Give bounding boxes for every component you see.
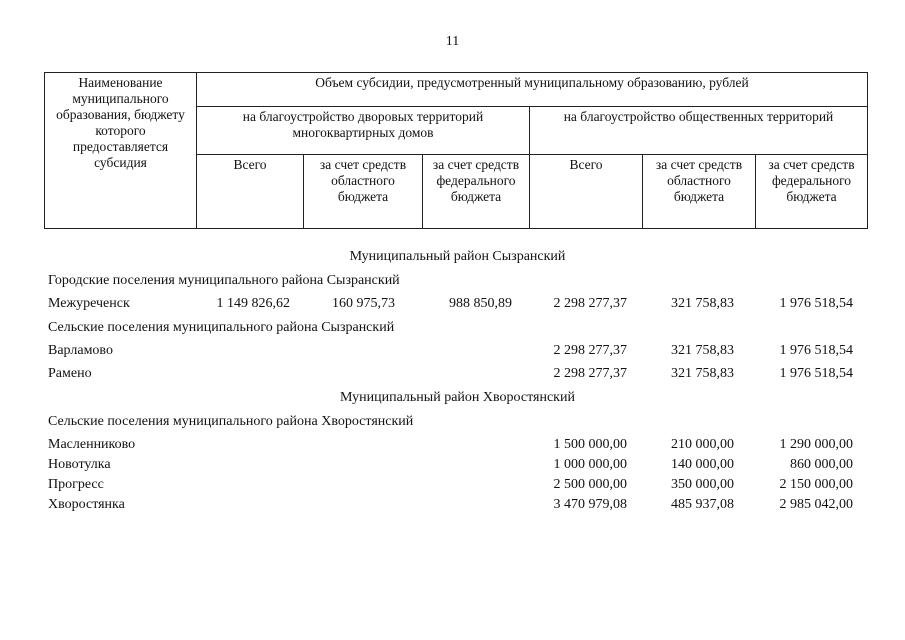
row-name: Варламово bbox=[48, 343, 113, 358]
header-municipality-name: Наименование муниципального образования, бюджету которого предоставляется субсидия bbox=[45, 73, 197, 229]
table-header bbox=[44, 72, 868, 229]
header-total-yards: Всего bbox=[197, 155, 304, 229]
row-value: 3 470 979,08 bbox=[553, 497, 627, 512]
table-row bbox=[48, 364, 867, 387]
group-title-khvorostyansky-rural: Сельские поселения муниципального района Хворостянский bbox=[48, 414, 414, 429]
row-name: Рамено bbox=[48, 366, 92, 381]
header-federal-yards: за счет средств федерального бюджета bbox=[423, 155, 530, 229]
header-regional-public: за счет средств областного бюджета bbox=[643, 155, 756, 229]
table-row bbox=[48, 294, 867, 317]
row-value: 860 000,00 bbox=[790, 457, 853, 472]
row-value: 2 985 042,00 bbox=[779, 497, 853, 512]
row-value: 1 976 518,54 bbox=[779, 366, 853, 381]
row-value: 988 850,89 bbox=[449, 296, 512, 311]
row-value: 321 758,83 bbox=[671, 343, 734, 358]
row-name: Масленниково bbox=[48, 437, 136, 452]
row-name: Межуреченск bbox=[48, 296, 130, 311]
row-value: 2 298 277,37 bbox=[553, 343, 627, 358]
row-name: Хворостянка bbox=[48, 497, 125, 512]
row-value: 2 298 277,37 bbox=[553, 366, 627, 381]
row-value: 1 500 000,00 bbox=[553, 437, 627, 452]
header-federal-public: за счет средств федерального бюджета bbox=[756, 155, 868, 229]
row-value: 350 000,00 bbox=[671, 477, 734, 492]
table-row bbox=[48, 495, 867, 515]
group-title-syzran-urban: Городские поселения муниципального района Сызранский bbox=[48, 273, 400, 288]
header-regional-yards: за счет средств областного бюджета bbox=[304, 155, 423, 229]
table-row bbox=[48, 341, 867, 364]
row-value: 1 149 826,62 bbox=[216, 296, 290, 311]
table-row bbox=[48, 455, 867, 475]
header-total-public: Всего bbox=[530, 155, 643, 229]
row-value: 2 298 277,37 bbox=[553, 296, 627, 311]
row-value: 1 976 518,54 bbox=[779, 343, 853, 358]
header-yard-territories: на благоустройство дворовых территорий многоквартирных домов bbox=[197, 107, 530, 155]
row-value: 2 500 000,00 bbox=[553, 477, 627, 492]
row-name: Прогресс bbox=[48, 477, 104, 492]
row-value: 210 000,00 bbox=[671, 437, 734, 452]
table-body bbox=[48, 246, 867, 515]
row-value: 321 758,83 bbox=[671, 296, 734, 311]
group-title-syzran-rural: Сельские поселения муниципального района Сызранский bbox=[48, 320, 395, 335]
row-value: 140 000,00 bbox=[671, 457, 734, 472]
table-row bbox=[48, 475, 867, 495]
section-title-syzran: Муниципальный район Сызранский bbox=[349, 249, 566, 264]
row-value: 1 000 000,00 bbox=[553, 457, 627, 472]
row-value: 2 150 000,00 bbox=[779, 477, 853, 492]
row-value: 485 937,08 bbox=[671, 497, 734, 512]
row-value: 321 758,83 bbox=[671, 366, 734, 381]
header-subsidy-volume: Объем субсидии, предусмотренный муниципальному образованию, рублей bbox=[197, 73, 868, 107]
row-value: 160 975,73 bbox=[332, 296, 395, 311]
row-name: Новотулка bbox=[48, 457, 111, 472]
table-row bbox=[48, 435, 867, 455]
header-public-territories: на благоустройство общественных территорий bbox=[530, 107, 868, 155]
page-number: 11 bbox=[445, 34, 460, 49]
row-value: 1 290 000,00 bbox=[779, 437, 853, 452]
row-value: 1 976 518,54 bbox=[779, 296, 853, 311]
section-title-khvorostyansky: Муниципальный район Хворостянский bbox=[340, 390, 575, 405]
